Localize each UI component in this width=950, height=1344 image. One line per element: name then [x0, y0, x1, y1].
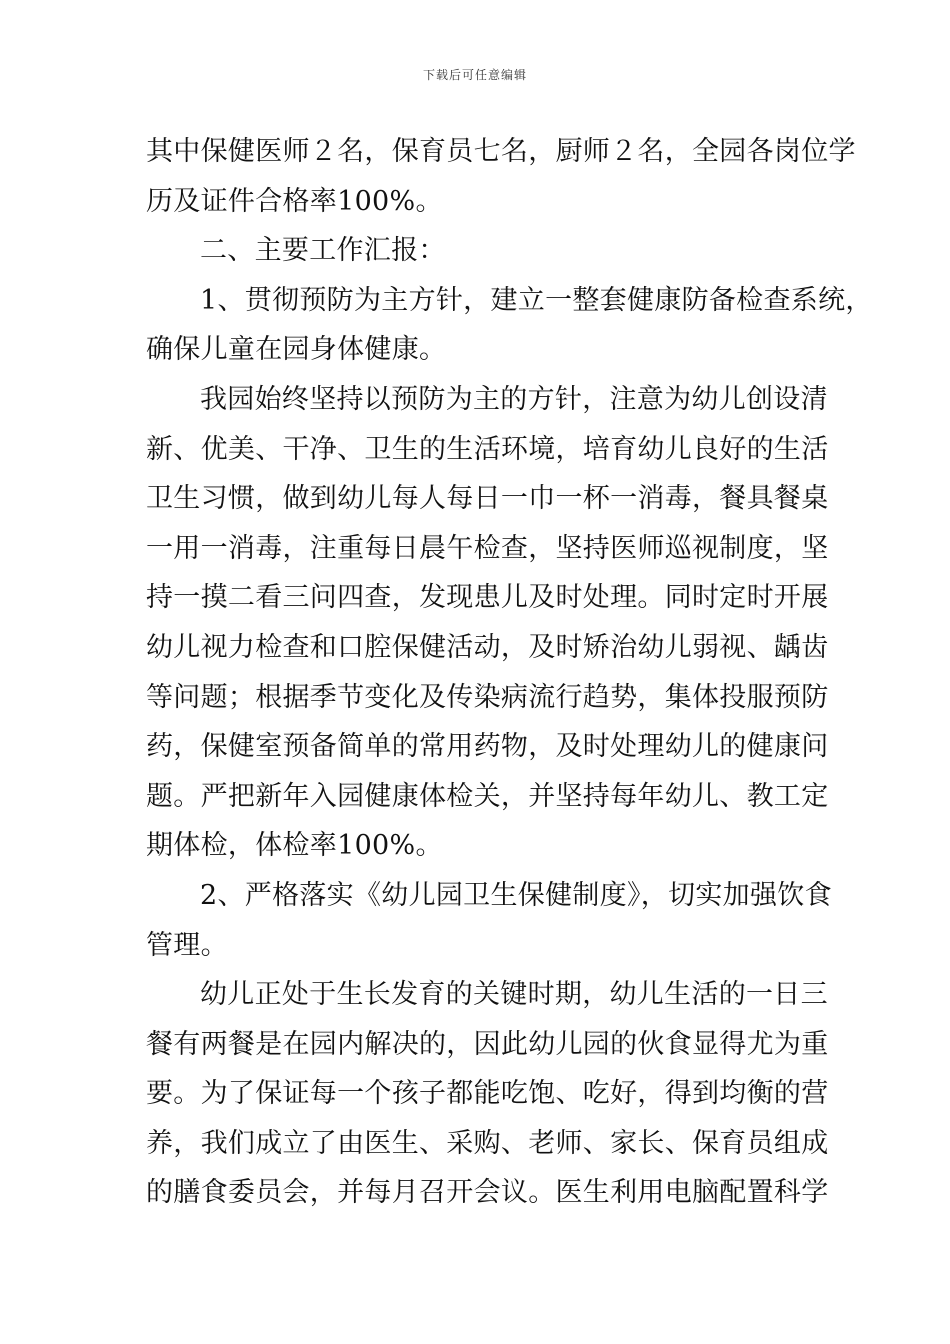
text-line: 养，我们成立了由医生、采购、老师、家长、保育员组成 [146, 1127, 829, 1159]
text-line: 确保儿童在园身体健康。 [146, 334, 447, 366]
text-line: 1、贯彻预防为主方针，建立一整套健康防备检查系统， [200, 284, 873, 316]
text-line: 药，保健室预备简单的常用药物，及时处理幼儿的健康问 [146, 731, 829, 763]
text-line: 餐有两餐是在园内解决的，因此幼儿园的伙食显得尤为重 [146, 1028, 829, 1060]
text-line: 幼儿视力检查和口腔保健活动，及时矫治幼儿弱视、龋齿 [146, 631, 829, 663]
text-line: 幼儿正处于生长发育的关键时期，幼儿生活的一日三 [200, 979, 828, 1011]
text-line: 持一摸二看三问四查，发现患儿及时处理。同时定时开展 [146, 582, 829, 614]
page-header: 下载后可任意编辑 [422, 68, 527, 82]
text-line: 我园始终坚持以预防为主的方针，注意为幼儿创设清 [200, 383, 828, 415]
text-line: 等问题；根据季节变化及传染病流行趋势，集体投服预防 [146, 681, 829, 713]
text-line: 新、优美、干净、卫生的生活环境，培育幼儿良好的生活 [146, 433, 829, 465]
text-line: 历及证件合格率100%。 [146, 185, 443, 217]
text-line: 题。严把新年入园健康体检关，并坚持每年幼儿、教工定 [146, 780, 829, 812]
text-line: 卫生习惯，做到幼儿每人每日一巾一杯一消毒，餐具餐桌 [146, 483, 829, 515]
text-line: 要。为了保证每一个孩子都能吃饱、吃好，得到均衡的营 [146, 1078, 829, 1110]
text-line: 其中保健医师２名，保育员七名，厨师２名，全园各岗位学 [146, 136, 856, 167]
text-line: 2、严格落实《幼儿园卫生保健制度》，切实加强饮食 [200, 879, 832, 911]
text-line: 二、主要工作汇报： [200, 235, 446, 267]
text-line: 的膳食委员会，并每月召开会议。医生利用电脑配置科学 [146, 1177, 829, 1209]
document-body [146, 127, 873, 1218]
text-line: 管理。 [146, 929, 228, 961]
text-line: 期体检，体检率100%。 [146, 830, 443, 862]
text-line: 一用一消毒，注重每日晨午检查，坚持医师巡视制度，坚 [146, 532, 829, 564]
